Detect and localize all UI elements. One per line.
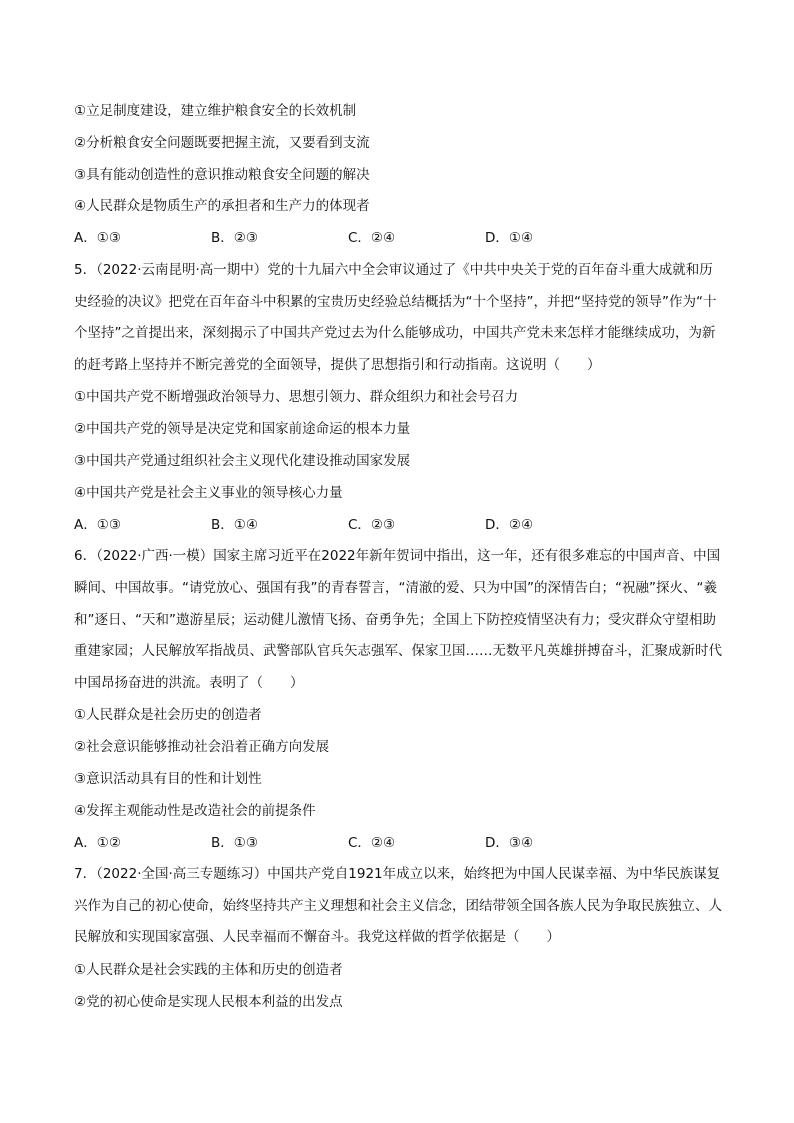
question-4-tail [74, 100, 724, 249]
option-a: A．①③ [74, 230, 121, 247]
option-c: C．②④ [348, 834, 396, 851]
option-a: A．①③ [74, 516, 121, 533]
choice-item: ①人民群众是社会历史的创造者 [74, 707, 262, 724]
document-page [74, 100, 724, 1023]
choice-item: ③中国共产党通过组织社会主义现代化建设推动国家发展 [74, 452, 411, 469]
choice-item: ①中国共产党不断增强政治领导力、思想引领力、群众组织力和社会号召力 [74, 389, 519, 406]
choice-item: ③具有能动创造性的意识推动粮食安全问题的解决 [74, 166, 370, 183]
choice-item: ①立足制度建设，建立维护粮食安全的长效机制 [74, 103, 357, 119]
option-b: B．②③ [211, 230, 258, 247]
choice-item: ②党的初心使命是实现人民根本利益的出发点 [74, 993, 343, 1010]
choice-item: ③意识活动具有目的性和计划性 [74, 770, 262, 787]
option-c: C．②③ [348, 516, 396, 533]
option-c: C．②④ [348, 230, 396, 247]
choice-item: ②社会意识能够推动社会沿着正确方向发展 [74, 739, 330, 756]
question-5 [74, 255, 724, 536]
answer-options [74, 832, 724, 854]
question-stem: 7．（2022·全国·高三专题练习）中国共产党自1921年成立以来，始终把为中国人民谋幸福、为中华民族谋复兴作为自己的初心使命，始终坚持共产主义理想和社会主义信念，团结带领全国各族人民为争取民族独立、人民解放和实现国家富强、人民幸福而不懈奋斗。我党这样做的哲学依据是（ ） [74, 866, 722, 946]
option-d: D．①④ [485, 230, 534, 247]
question-6 [74, 541, 724, 853]
option-b: B．①④ [211, 516, 258, 533]
choice-item: ②分析粮食安全问题既要把握主流，又要看到支流 [74, 134, 370, 151]
option-a: A．①② [74, 834, 121, 851]
question-stem: 5．（2022·云南昆明·高一期中）党的十九届六中全会审议通过了《中共中央关于党的百年奋斗重大成就和历史经验的决议》把党在百年奋斗中积累的宝贵历史经验总结概括为“十个坚持”，并把“坚持党的领导”作为“十个坚持”之首提出来，深刻揭示了中国共产党过去为什么能够成功，中国共产党未来怎样才能继续成功，为新的赶考路上坚持并不断完善党的全面领导，提供了思想指引和行动指南。这说明（ ） [74, 261, 717, 373]
choice-item: ④人民群众是物质生产的承担者和生产力的体现者 [74, 198, 370, 215]
choice-item: ④中国共产党是社会主义事业的领导核心力量 [74, 484, 343, 501]
choice-item: ④发挥主观能动性是改造社会的前提条件 [74, 802, 316, 819]
option-d: D．③④ [485, 834, 534, 851]
choice-item: ①人民群众是社会实践的主体和历史的创造者 [74, 962, 343, 979]
question-7 [74, 859, 724, 1013]
option-d: D．②④ [485, 516, 534, 533]
answer-options [74, 514, 724, 536]
choice-item: ②中国共产党的领导是决定党和国家前途命运的根本力量 [74, 421, 411, 438]
option-b: B．①③ [211, 834, 258, 851]
question-stem: 6．（2022·广西·一模）国家主席习近平在2022年新年贺词中指出，这一年，还有很多难忘的中国声音、中国瞬间、中国故事。“请党放心、强国有我”的青春誓言，“清澈的爱、只为中国”的深情告白；“祝融”探火、“羲和”逐日、“天和”遨游星辰；运动健儿激情飞扬、奋勇争先；全国上下防控疫情坚决有力；受灾群众守望相助重建家园；人民解放军指战员、武警部队官兵矢志强军、保家卫国……无数平凡英雄拼搏奋斗，汇聚成新时代中国昂扬奋进的洪流。表明了（ ） [74, 548, 722, 691]
answer-options [74, 227, 724, 249]
